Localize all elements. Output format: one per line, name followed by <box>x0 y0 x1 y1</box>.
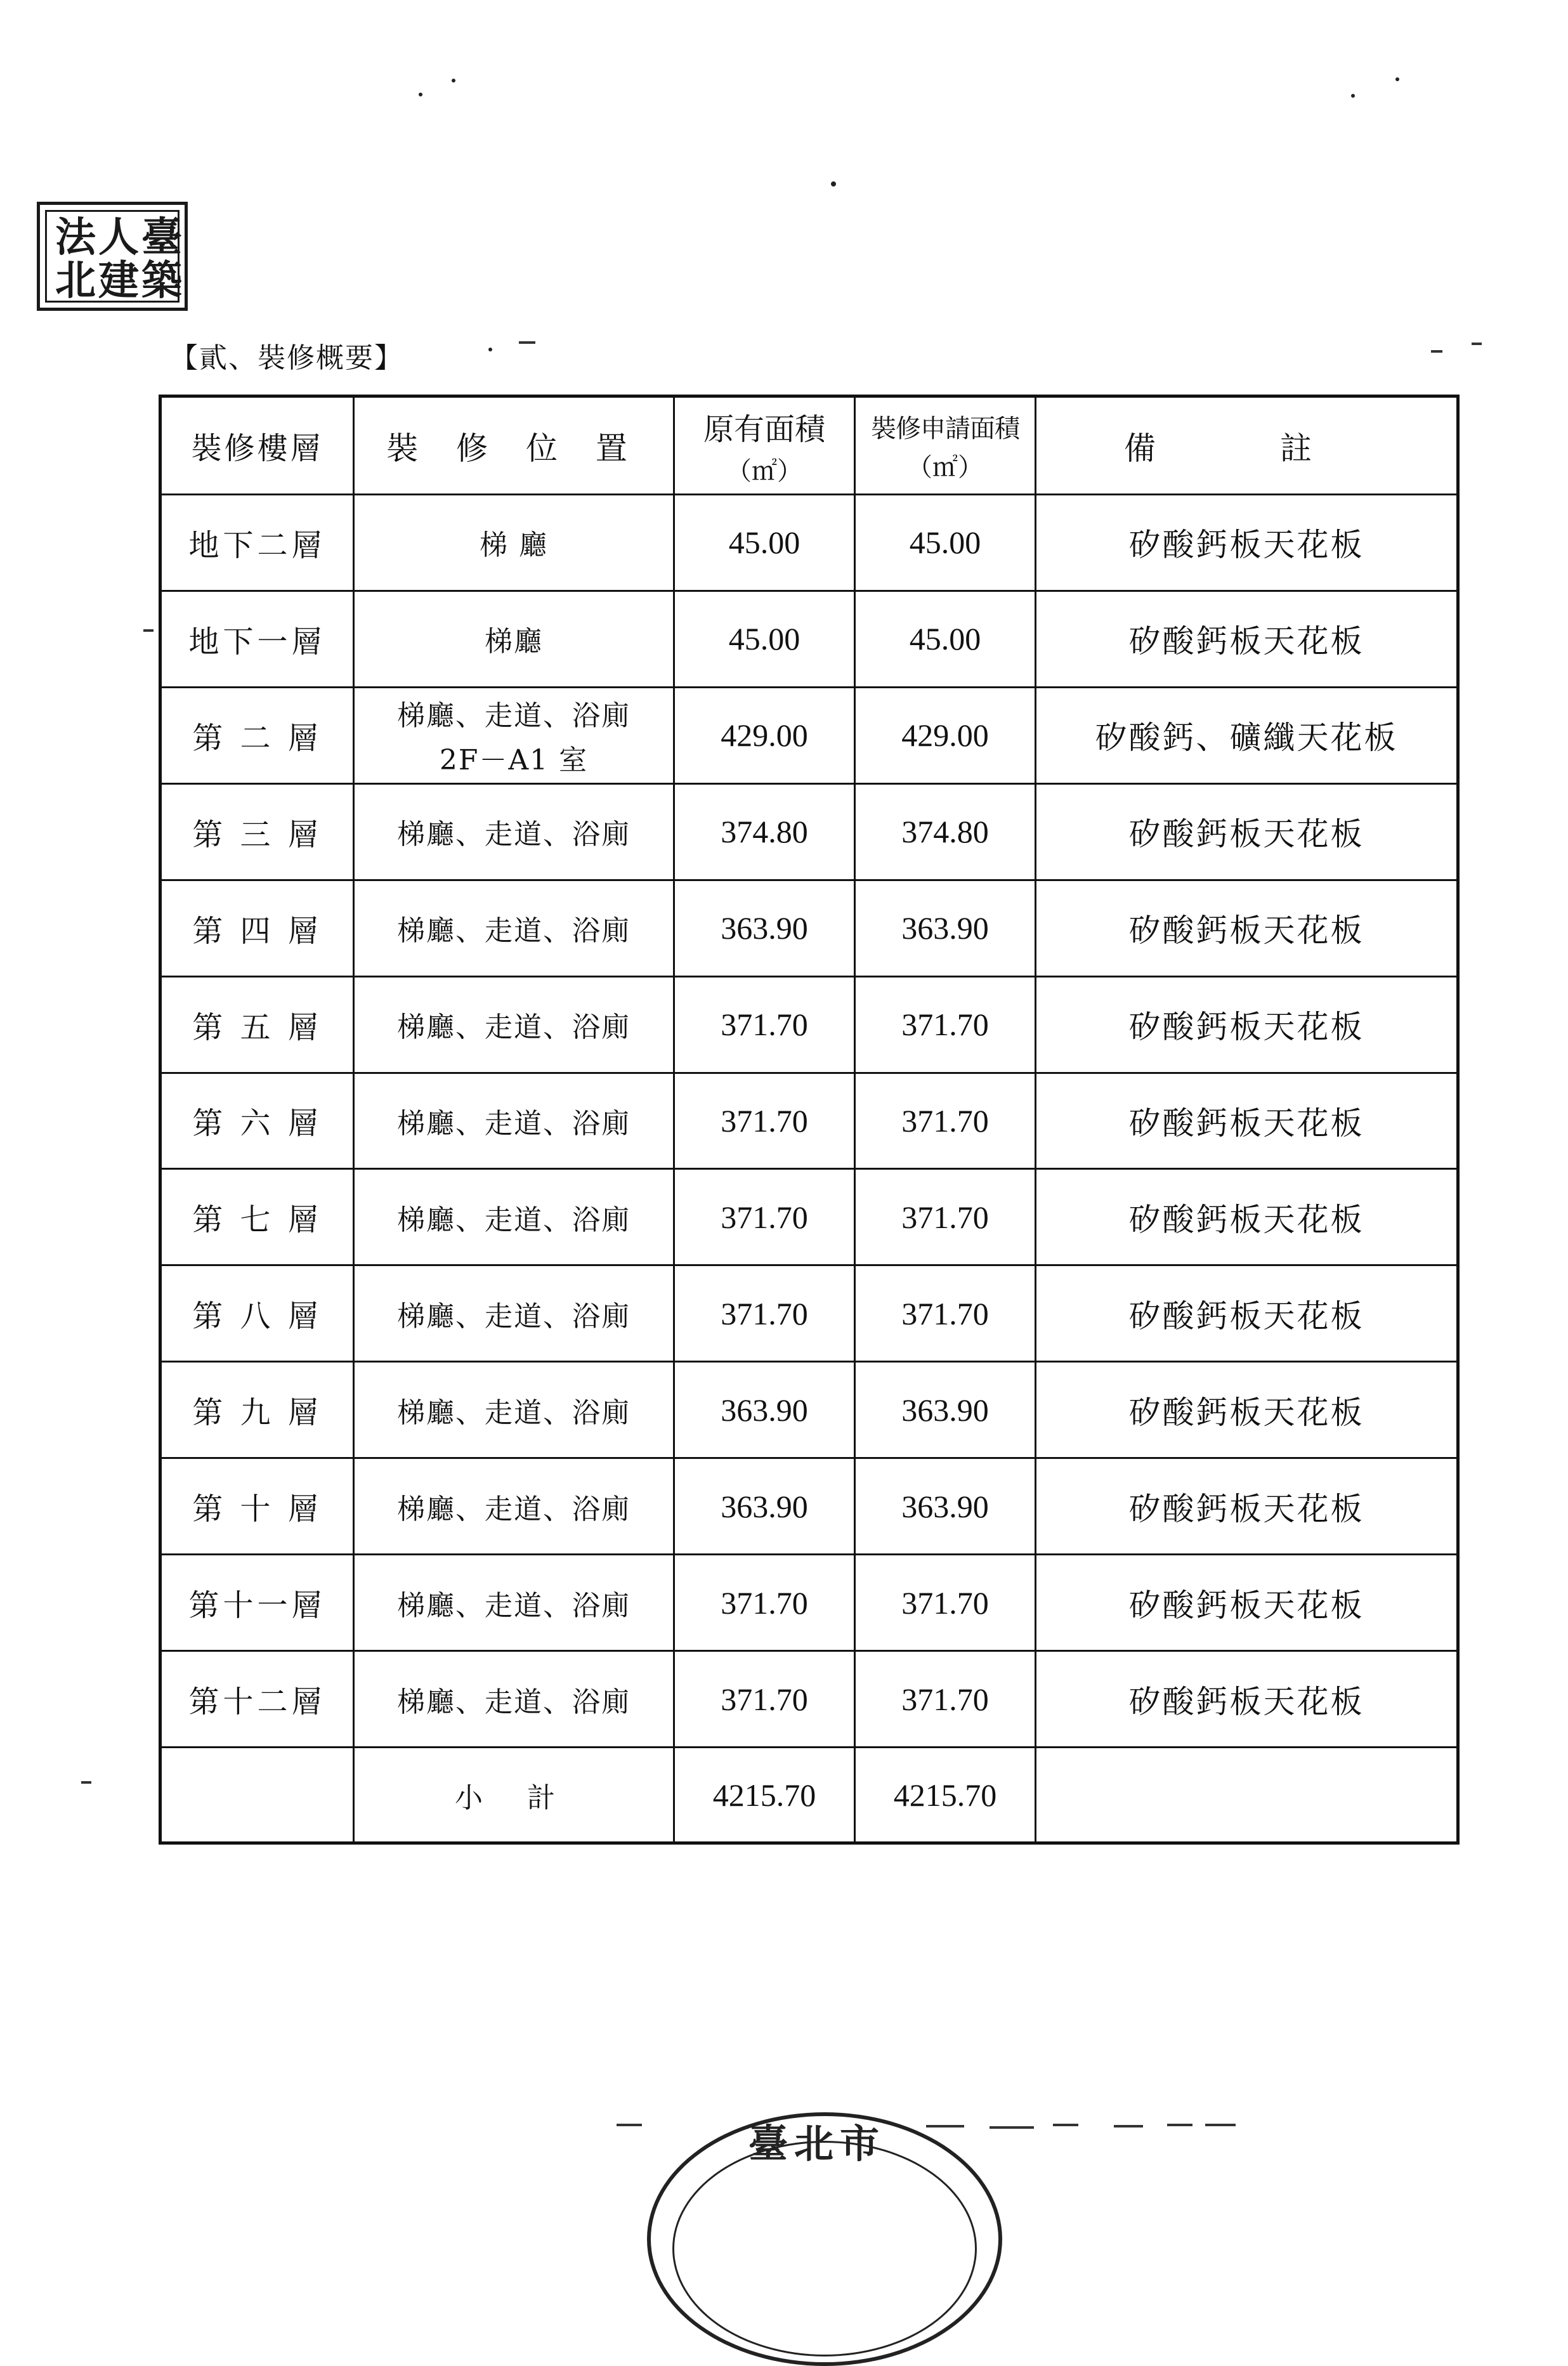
row-location <box>354 1362 674 1458</box>
row-applied-area: 363.90 <box>855 1362 1036 1458</box>
row-original-area: 429.00 <box>674 687 855 783</box>
header-remarks: 備 註 <box>1036 396 1458 495</box>
table-row <box>160 1169 1458 1265</box>
row-applied-area: 374.80 <box>855 783 1036 880</box>
row-applied-area: 371.70 <box>855 1169 1036 1265</box>
row-remarks: 矽酸鈣板天花板 <box>1036 591 1458 687</box>
row-applied-area: 371.70 <box>855 976 1036 1073</box>
header-original-area-unit: （㎡） <box>726 456 802 486</box>
row-location-main: 梯廳、走道、浴廁 <box>397 915 630 948</box>
row-floor: 第 九 層 <box>160 1362 354 1458</box>
row-applied-area: 371.70 <box>855 1651 1036 1748</box>
row-location <box>354 1073 674 1169</box>
row-location <box>354 1265 674 1362</box>
row-location-main: 梯廳、走道、浴廁 <box>397 1493 630 1526</box>
row-original-area: 371.70 <box>674 976 855 1073</box>
row-original-area: 371.70 <box>674 1651 855 1748</box>
table-header-row <box>160 396 1458 495</box>
row-remarks: 矽酸鈣板天花板 <box>1036 1651 1458 1748</box>
table-row <box>160 1362 1458 1458</box>
row-location-main: 梯廳、走道、浴廁 <box>397 1011 630 1044</box>
row-location-main: 梯廳、走道、浴廁 <box>397 1203 630 1236</box>
row-location <box>354 1458 674 1555</box>
table-row <box>160 687 1458 783</box>
row-location-main: 梯廳、走道、浴廁 <box>397 700 630 733</box>
row-original-area: 363.90 <box>674 1458 855 1555</box>
row-location <box>354 591 674 687</box>
row-remarks: 矽酸鈣板天花板 <box>1036 783 1458 880</box>
total-original-area: 4215.70 <box>674 1748 855 1843</box>
header-applied-area <box>855 396 1036 495</box>
row-remarks: 矽酸鈣板天花板 <box>1036 880 1458 976</box>
total-empty-note <box>1036 1748 1458 1843</box>
row-applied-area: 371.70 <box>855 1265 1036 1362</box>
row-remarks: 矽酸鈣板天花板 <box>1036 1555 1458 1651</box>
row-floor: 第 四 層 <box>160 880 354 976</box>
row-remarks: 矽酸鈣、礦纖天花板 <box>1036 687 1458 783</box>
row-location <box>354 880 674 976</box>
row-original-area: 371.70 <box>674 1073 855 1169</box>
row-location <box>354 976 674 1073</box>
row-original-area: 371.70 <box>674 1169 855 1265</box>
total-applied-area: 4215.70 <box>855 1748 1036 1843</box>
table-row <box>160 783 1458 880</box>
row-original-area: 371.70 <box>674 1555 855 1651</box>
row-original-area: 363.90 <box>674 1362 855 1458</box>
row-original-area: 371.70 <box>674 1265 855 1362</box>
row-remarks: 矽酸鈣板天花板 <box>1036 1073 1458 1169</box>
row-original-area: 374.80 <box>674 783 855 880</box>
seal-stamp: 法 人 臺 北 建 築 <box>37 202 188 311</box>
row-location-main: 梯 廳 <box>480 529 548 562</box>
row-applied-area: 429.00 <box>855 687 1036 783</box>
table-row <box>160 1265 1458 1362</box>
bottom-seal-text: 臺北市 <box>748 2121 886 2167</box>
table-row <box>160 880 1458 976</box>
header-original-area-label: 原有面積 <box>703 411 825 447</box>
row-original-area: 45.00 <box>674 591 855 687</box>
row-floor: 第 六 層 <box>160 1073 354 1169</box>
row-floor: 第 三 層 <box>160 783 354 880</box>
bottom-round-seal-inner <box>672 2141 977 2356</box>
header-applied-area-unit: （㎡） <box>907 452 983 482</box>
header-floor: 裝修樓層 <box>160 396 354 495</box>
row-original-area: 363.90 <box>674 880 855 976</box>
row-floor: 第十一層 <box>160 1555 354 1651</box>
row-applied-area: 45.00 <box>855 591 1036 687</box>
section-title: 【貳、裝修概要】 <box>170 342 403 374</box>
row-remarks: 矽酸鈣板天花板 <box>1036 1265 1458 1362</box>
row-applied-area: 371.70 <box>855 1073 1036 1169</box>
row-location-main: 梯廳、走道、浴廁 <box>397 1396 630 1429</box>
row-location-main: 梯廳、走道、浴廁 <box>397 1300 630 1333</box>
row-remarks: 矽酸鈣板天花板 <box>1036 1169 1458 1265</box>
row-remarks: 矽酸鈣板天花板 <box>1036 1458 1458 1555</box>
row-location-main: 梯廳、走道、浴廁 <box>397 1107 630 1140</box>
row-remarks: 矽酸鈣板天花板 <box>1036 976 1458 1073</box>
row-location <box>354 783 674 880</box>
row-floor: 第 五 層 <box>160 976 354 1073</box>
table-row <box>160 1458 1458 1555</box>
total-label: 小 計 <box>354 1748 674 1843</box>
row-location-main: 梯廳、走道、浴廁 <box>397 1589 630 1622</box>
header-applied-area-label: 裝修申請面積 <box>871 414 1019 443</box>
total-row <box>160 1748 1458 1843</box>
table-row <box>160 1555 1458 1651</box>
renovation-summary-table <box>159 395 1460 1845</box>
row-floor: 地下一層 <box>160 591 354 687</box>
row-location-main: 梯廳、走道、浴廁 <box>397 818 630 851</box>
total-empty-floor <box>160 1748 354 1843</box>
row-remarks: 矽酸鈣板天花板 <box>1036 1362 1458 1458</box>
table-row <box>160 495 1458 591</box>
row-floor: 第 七 層 <box>160 1169 354 1265</box>
row-applied-area: 363.90 <box>855 1458 1036 1555</box>
row-location-sub: 2F－A1 室 <box>439 744 589 777</box>
header-original-area <box>674 396 855 495</box>
row-applied-area: 363.90 <box>855 880 1036 976</box>
row-floor: 第 八 層 <box>160 1265 354 1362</box>
row-floor: 第 十 層 <box>160 1458 354 1555</box>
row-applied-area: 371.70 <box>855 1555 1036 1651</box>
row-location <box>354 1555 674 1651</box>
row-remarks: 矽酸鈣板天花板 <box>1036 495 1458 591</box>
row-floor: 第 二 層 <box>160 687 354 783</box>
row-floor: 第十二層 <box>160 1651 354 1748</box>
table-row <box>160 1651 1458 1748</box>
row-location <box>354 495 674 591</box>
row-floor: 地下二層 <box>160 495 354 591</box>
row-location <box>354 687 674 783</box>
row-location-main: 梯廳、走道、浴廁 <box>397 1685 630 1718</box>
table-row <box>160 591 1458 687</box>
row-applied-area: 45.00 <box>855 495 1036 591</box>
header-location: 裝 修 位 置 <box>354 396 674 495</box>
row-location-main: 梯廳 <box>485 625 543 658</box>
row-location <box>354 1651 674 1748</box>
table-row <box>160 1073 1458 1169</box>
table-row <box>160 976 1458 1073</box>
row-original-area: 45.00 <box>674 495 855 591</box>
row-location <box>354 1169 674 1265</box>
